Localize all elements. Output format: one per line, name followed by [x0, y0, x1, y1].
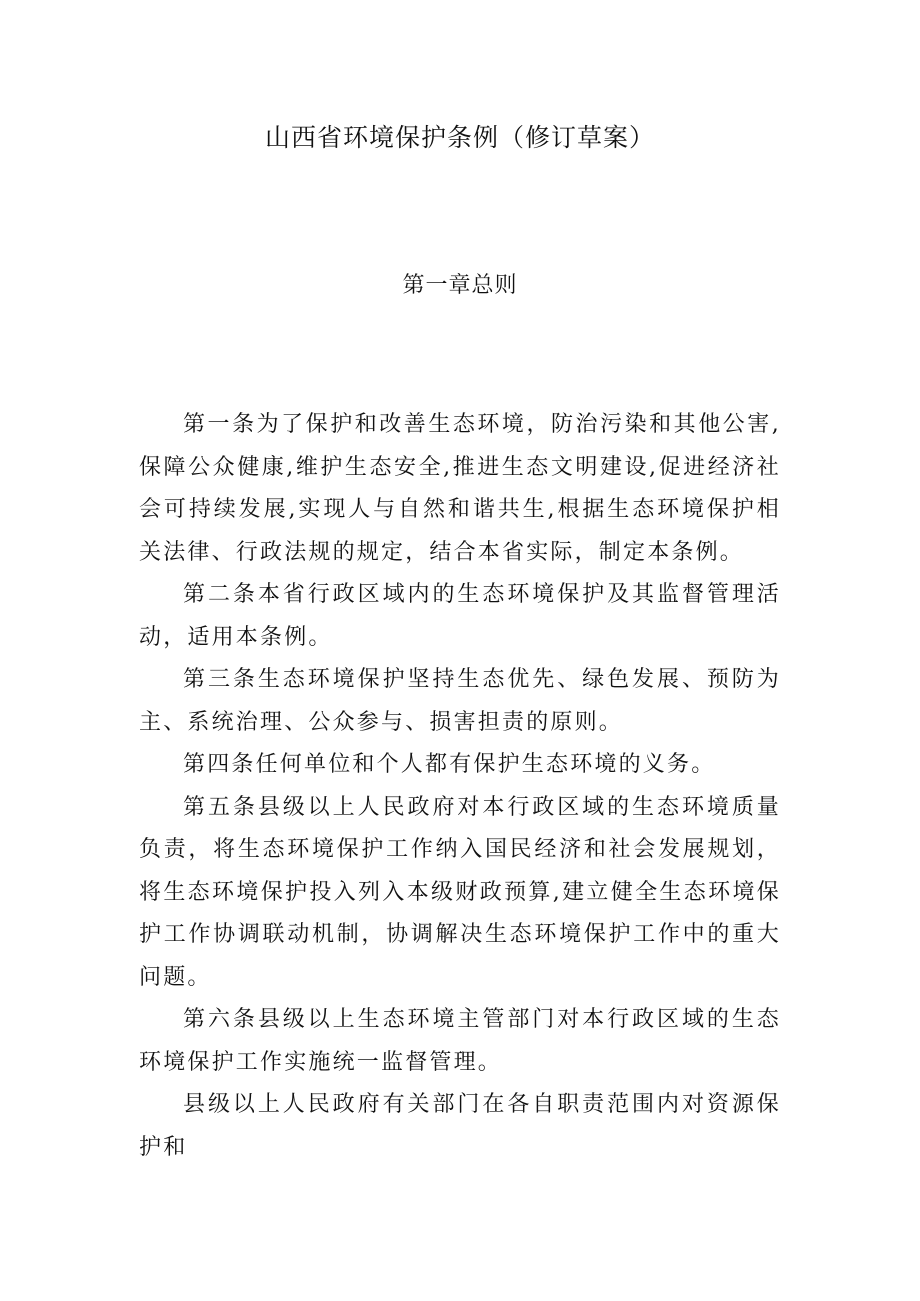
chapter-heading: 第一章总则: [402, 273, 518, 298]
article-6-continuation-paragraph: 县级以上人民政府有关部门在各自职责范围内对资源保护和: [139, 1092, 781, 1160]
document-body: [139, 404, 781, 1169]
document-title: 山西省环境保护条例（修订草案）: [264, 123, 655, 152]
article-3-paragraph: 第三条生态环境保护坚持生态优先、绿色发展、预防为主、系统治理、公众参与、损害担责的原则。: [139, 667, 781, 735]
article-5-paragraph: 第五条县级以上人民政府对本行政区域的生态环境质量负责，将生态环境保护工作纳入国民经济和社会发展规划，将生态环境保护投入列入本级财政预算,建立健全生态环境保护工作协调联动机制，协调解决生态环境保护工作中的重大问题。: [139, 794, 781, 990]
article-2-paragraph: 第二条本省行政区域内的生态环境保护及其监督管理活动，适用本条例。: [139, 582, 781, 650]
article-1-paragraph: 第一条为了保护和改善生态环境，防治污染和其他公害,保障公众健康,维护生态安全,推进生态文明建设,促进经济社会可持续发展,实现人与自然和谐共生,根据生态环境保护相关法律、行政法规的规定，结合本省实际，制定本条例。: [139, 412, 781, 565]
article-4-paragraph: 第四条任何单位和个人都有保护生态环境的义务。: [183, 752, 716, 777]
article-6-paragraph: 第六条县级以上生态环境主管部门对本行政区域的生态环境保护工作实施统一监督管理。: [139, 1007, 781, 1075]
